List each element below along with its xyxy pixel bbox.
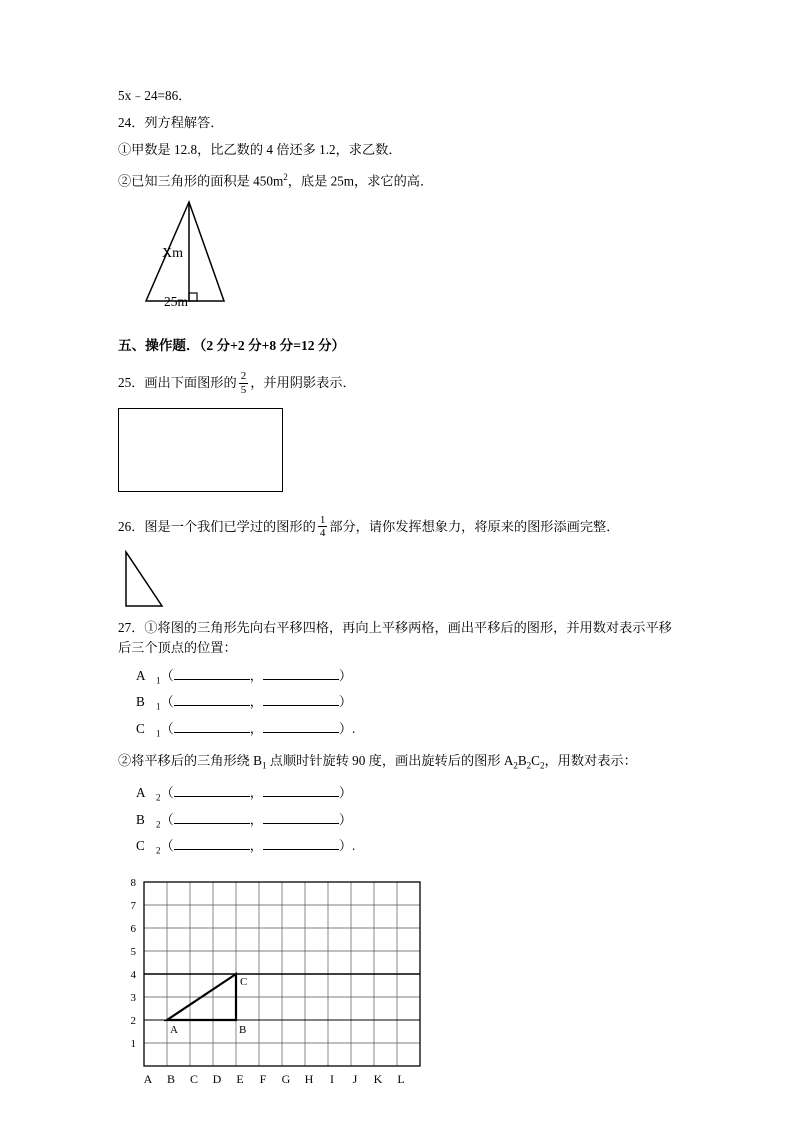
q27-item2 <box>118 751 678 776</box>
q26-triangle-figure <box>118 550 678 612</box>
q24-item2-post: ，底是 25m，求它的高． <box>287 173 434 189</box>
q27-blank-b1-y[interactable] <box>263 692 339 706</box>
q27-item2-pre: ②将平移后的三角形绕 B <box>118 752 262 768</box>
q27-blank-a1-x[interactable] <box>174 666 250 680</box>
q27-sub-c1: 1 <box>156 728 161 739</box>
q27-blank-a2-y[interactable] <box>263 783 339 797</box>
q27-answer-c2: C $_2$（ ， ）. <box>136 835 678 862</box>
q24-base-label: 25m <box>164 294 189 310</box>
q26-fraction-numerator: 1 <box>319 514 326 527</box>
q26-fraction-denominator: 4 <box>319 527 326 540</box>
q25-answer-rectangle[interactable] <box>118 408 283 492</box>
q27-answer-a1: A $_1$（ ， ） <box>136 665 678 692</box>
q27-answer-c1: C $_1$（ ， ）. <box>136 718 678 745</box>
grid-vertex-label: C <box>240 976 248 989</box>
q27-end-c1: ）. <box>338 720 356 736</box>
grid-x-label: J <box>352 1072 358 1087</box>
grid-x-label: C <box>189 1072 199 1087</box>
q27-label-b1: B <box>136 694 145 710</box>
q27-blank-c2-y[interactable] <box>263 836 339 850</box>
q27-sub-c2: 2 <box>156 846 161 857</box>
q27-item1-text: ①将图的三角形先向右平移四格，再向上平移两格，画出平移后的图形，并用数对表示平移后三个顶点的位置： <box>118 619 672 655</box>
grid-y-label: 7 <box>130 900 136 913</box>
q25-text-b: ，并用阴影表示． <box>250 375 356 391</box>
q27-answer-b1: B $_1$（ ， ） <box>136 691 678 718</box>
section-5-title: 五、操作题．（2 分+2 分+8 分=12 分） <box>118 338 346 354</box>
q27-blank-a2-x[interactable] <box>174 783 250 797</box>
q26-text-a: 图是一个我们已学过的图形的 <box>144 518 316 534</box>
q25-text <box>118 370 678 396</box>
q27-item2-sub4: 2 <box>539 760 545 771</box>
q27-item2-mid: 点顺时针旋转 90 度，画出旋转后的图形 A <box>266 752 514 768</box>
grid-y-label: 4 <box>130 969 136 982</box>
q24-item2-exponent: 2 <box>283 172 288 182</box>
q27-number: 27． <box>118 619 145 635</box>
q25-fraction-numerator: 2 <box>240 370 247 383</box>
q24-height-label: Xm <box>162 246 183 262</box>
grid-x-label: H <box>304 1072 314 1087</box>
q27-sub-b2: 2 <box>156 819 161 830</box>
grid-vertex-label: A <box>170 1024 178 1037</box>
q26-text <box>118 514 678 540</box>
q27-answer-b2: B $_2$（ ， ） <box>136 809 678 836</box>
q24-item2 <box>118 167 678 191</box>
grid-x-label: F <box>259 1072 267 1087</box>
worksheet-page <box>118 86 678 1106</box>
q24-item2-pre: ②已知三角形的面积是 450m <box>118 173 284 189</box>
q25-fraction-denominator: 5 <box>240 383 247 396</box>
q27-sub-b1: 1 <box>156 701 161 712</box>
grid-y-label: 8 <box>130 877 136 890</box>
q27-answer-a2: A $_2$（ ， ） <box>136 782 678 809</box>
q26-text-b: 部分，请你发挥想象力，将原来的图形添画完整． <box>329 518 620 534</box>
coordinate-grid-svg[interactable] <box>118 876 438 1101</box>
q27-blank-b2-y[interactable] <box>263 810 339 824</box>
grid-y-label: 5 <box>130 946 136 959</box>
q27-blank-c1-x[interactable] <box>174 719 250 733</box>
q26-number: 26． <box>118 518 145 534</box>
q26-fraction <box>318 514 328 540</box>
q27-end-b1: ） <box>338 694 353 710</box>
grid-vertex-label: B <box>239 1024 247 1037</box>
grid-x-label: I <box>330 1072 334 1087</box>
grid-y-label: 1 <box>130 1038 136 1051</box>
grid-x-label: D <box>212 1072 222 1087</box>
grid-x-label: K <box>373 1072 383 1087</box>
q27-item2-sub3: 2 <box>526 760 532 771</box>
q27-blank-a1-y[interactable] <box>263 666 339 680</box>
grid-x-label: E <box>236 1072 244 1087</box>
grid-x-label: A <box>143 1072 153 1087</box>
q27-blank-b1-x[interactable] <box>174 692 250 706</box>
triangle-svg <box>136 198 266 313</box>
grid-x-label: B <box>166 1072 176 1087</box>
grid-y-label: 2 <box>130 1015 136 1028</box>
q24-heading <box>118 113 678 133</box>
q25-fraction <box>239 370 249 396</box>
q27-end-a1: ） <box>338 667 353 683</box>
q27-item2-post: ，用数对表示： <box>544 752 637 768</box>
q27-label-b2: B <box>136 811 145 827</box>
q27-blank-c1-y[interactable] <box>263 719 339 733</box>
grid-y-label: 3 <box>130 992 136 1005</box>
q24-number: 24． <box>118 115 145 130</box>
q27-label-a2: A <box>136 785 146 801</box>
q24-title: 列方程解答． <box>144 115 224 130</box>
top-fragment: 5x﹣24=86． <box>118 88 192 103</box>
q27-coordinate-grid[interactable] <box>118 876 678 1106</box>
grid-x-label: G <box>281 1072 291 1087</box>
q24-item1: ①甲数是 12.8，比乙数的 4 倍还多 1.2，求乙数． <box>118 142 402 157</box>
q24-triangle-figure <box>136 198 678 318</box>
q27-end-a2: ） <box>338 785 353 801</box>
q27-end-b2: ） <box>338 811 353 827</box>
grid-x-label: L <box>397 1072 405 1087</box>
q27-label-c1: C <box>136 720 145 736</box>
q27-item2-sub2: 2 <box>513 760 518 771</box>
q27-blank-b2-x[interactable] <box>174 810 250 824</box>
q27-item1 <box>118 618 678 658</box>
quarter-shape-svg <box>118 550 188 612</box>
q27-label-c2: C <box>136 838 145 854</box>
q27-blank-c2-x[interactable] <box>174 836 250 850</box>
q27-sub-a1: 1 <box>156 675 161 686</box>
q27-label-a1: A <box>136 667 146 683</box>
q27-sub-a2: 2 <box>156 792 161 803</box>
q27-end-c2: ）. <box>338 838 356 854</box>
q27-item2-sub: 1 <box>261 760 267 771</box>
q27-item2-mid3: C <box>531 752 540 768</box>
q27-item2-mid2: B <box>517 752 527 768</box>
q25-text-a: 画出下面图形的 <box>144 375 237 391</box>
q25-number: 25． <box>118 375 145 391</box>
grid-y-label: 6 <box>130 923 136 936</box>
